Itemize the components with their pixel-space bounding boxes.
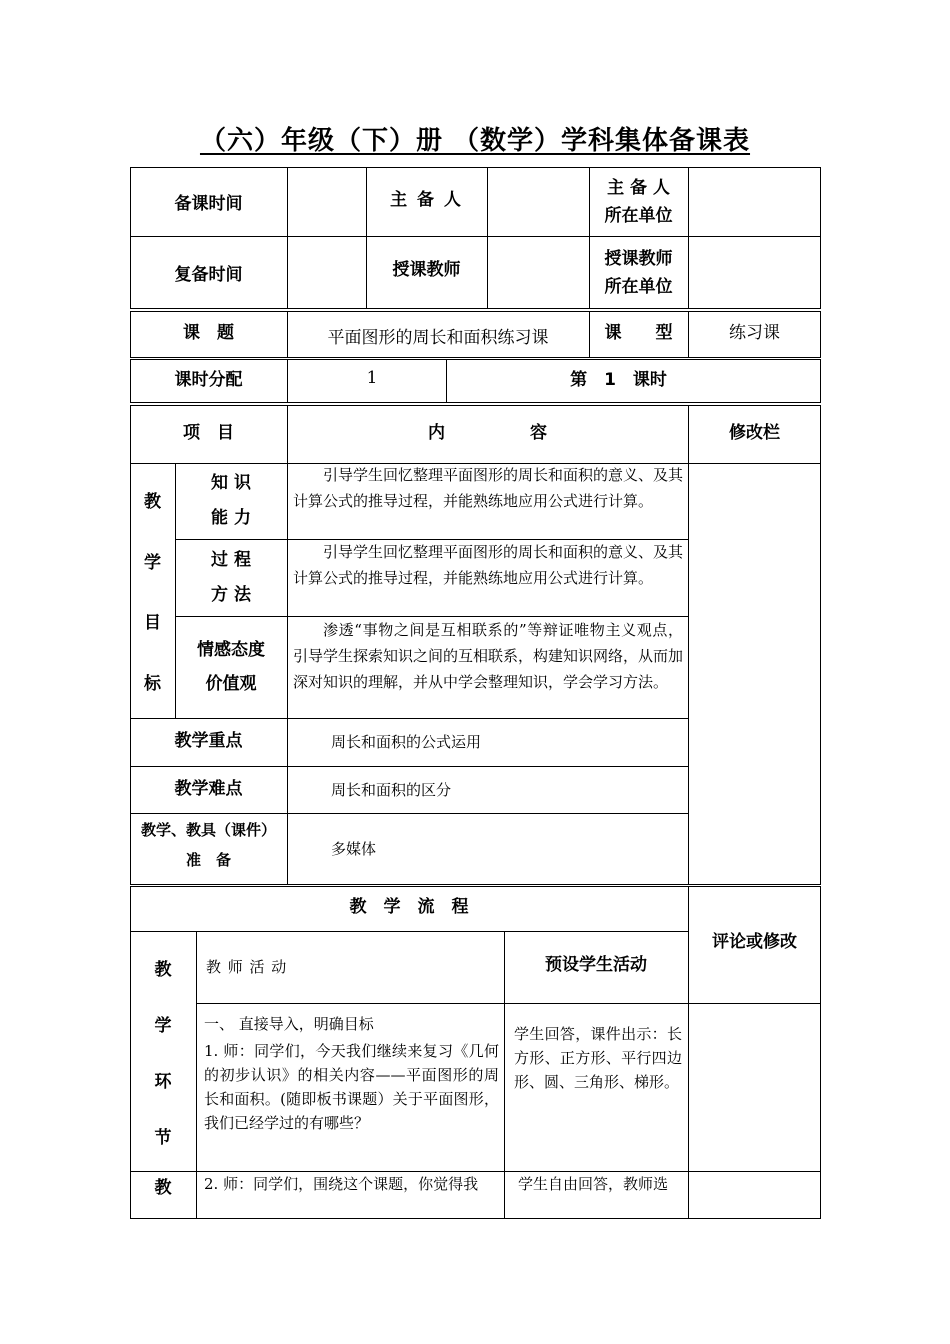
column-item-header: 项 目 <box>183 422 234 443</box>
section-vertical-label <box>130 931 196 1171</box>
section-char-1: 教 <box>154 959 172 980</box>
key-point-label: 教学重点 <box>174 730 243 751</box>
difficulty-label: 教学难点 <box>174 778 243 799</box>
type-value: 练习课 <box>729 322 780 343</box>
topic-value: 平面图形的周长和面积练习课 <box>327 328 549 348</box>
teacher-activity-intro: 一、 直接导入，明确目标 <box>204 1015 374 1033</box>
section-char-3: 环 <box>154 1071 172 1092</box>
flow-title: 教 学 流 程 <box>349 896 469 917</box>
column-content-header: 内 容 <box>428 422 547 443</box>
tools-label <box>130 813 287 877</box>
process-label <box>175 539 287 616</box>
emotion-label <box>175 616 287 718</box>
tools-text: 多媒体 <box>331 840 377 858</box>
goals-char-4: 标 <box>144 674 161 695</box>
prep-time-label: 备课时间 <box>174 194 243 214</box>
knowledge-text: 引导学生回忆整理平面图形的周长和面积的意义、及其计算公式的推导过程，并能熟练地应用公式进行计算。 <box>293 466 684 510</box>
main-preparer-label: 主 备 人 <box>390 189 463 210</box>
emotion-label-line2: 价值观 <box>205 674 257 694</box>
section-next-char: 教 <box>154 1178 172 1198</box>
topic-label: 课 题 <box>183 322 234 343</box>
goals-char-1: 教 <box>144 491 161 512</box>
comment-header: 评论或修改 <box>712 931 797 952</box>
column-revision-header: 修改栏 <box>729 422 780 443</box>
teacher-unit-label-line1: 授课教师 <box>604 248 673 269</box>
difficulty-text: 周长和面积的区分 <box>331 781 452 799</box>
main-preparer-unit-label-line1: 主 备 人 <box>607 177 670 198</box>
knowledge-label-line2: 能 力 <box>211 508 251 528</box>
tools-label-line2: 准 备 <box>185 851 231 869</box>
teacher-field[interactable] <box>488 237 588 308</box>
teacher-activity-1: 1. 师：同学们，今天我们继续来复习《几何的初步认识》的相关内容——平面图形的周长和面积。(随即板书课题）关于平面图形，我们已经学过的有哪些？ <box>204 1042 499 1132</box>
teacher-label: 授课教师 <box>392 260 461 280</box>
page-title: （六）年级（下）册 （数学）学科集体备课表 <box>199 126 751 156</box>
teacher-activity-header: 教 师 活 动 <box>206 958 288 976</box>
knowledge-label-line1: 知 识 <box>211 473 251 493</box>
teacher-unit-label <box>589 236 688 309</box>
emotion-label-line1: 情感态度 <box>197 640 265 660</box>
key-point-text: 周长和面积的公式运用 <box>331 733 482 751</box>
period-label: 第 1 课时 <box>570 370 667 390</box>
goals-char-2: 学 <box>144 552 161 573</box>
process-label-line2: 方 法 <box>211 584 251 605</box>
hours-label: 课时分配 <box>174 370 243 390</box>
emotion-text: 渗透“事物之间是互相联系的”等辩证唯物主义观点，引导学生探索知识之间的互相联系，构建知识网络，从而加深对知识的理解，并从中学会整理知识，学会学习方法。 <box>293 621 684 691</box>
section-char-4: 节 <box>154 1127 172 1148</box>
main-preparer-unit-label-line2: 所在单位 <box>604 205 673 226</box>
prep-time-field[interactable] <box>288 168 365 235</box>
teacher-activity-2: 2. 师：同学们，围绕这个课题，你觉得我 <box>204 1175 479 1193</box>
main-preparer-unit-field[interactable] <box>689 168 820 235</box>
section-char-2: 学 <box>154 1015 172 1036</box>
student-activity-header: 预设学生活动 <box>545 954 647 975</box>
type-label: 课 型 <box>604 322 673 343</box>
teacher-unit-label-line2: 所在单位 <box>604 276 673 297</box>
main-preparer-unit-label <box>589 167 688 236</box>
knowledge-label <box>175 463 287 539</box>
hours-value: 1 <box>366 367 378 388</box>
tools-label-line1: 教学、教具（课件） <box>140 821 276 839</box>
goals-vertical-label <box>130 463 175 718</box>
goals-char-3: 目 <box>144 613 161 634</box>
review-time-label: 复备时间 <box>174 265 243 285</box>
main-preparer-field[interactable] <box>488 168 588 235</box>
student-activity-1: 学生回答，课件出示：长方形、正方形、平行四边形、圆、三角形、梯形。 <box>514 1025 682 1091</box>
teacher-unit-field[interactable] <box>689 237 820 308</box>
process-label-line1: 过 程 <box>211 549 251 570</box>
review-time-field[interactable] <box>288 237 365 308</box>
process-text: 引导学生回忆整理平面图形的周长和面积的意义、及其计算公式的推导过程，并能熟练地应用公式进行计算。 <box>293 543 684 587</box>
student-activity-2: 学生自由回答，教师选 <box>518 1175 669 1193</box>
